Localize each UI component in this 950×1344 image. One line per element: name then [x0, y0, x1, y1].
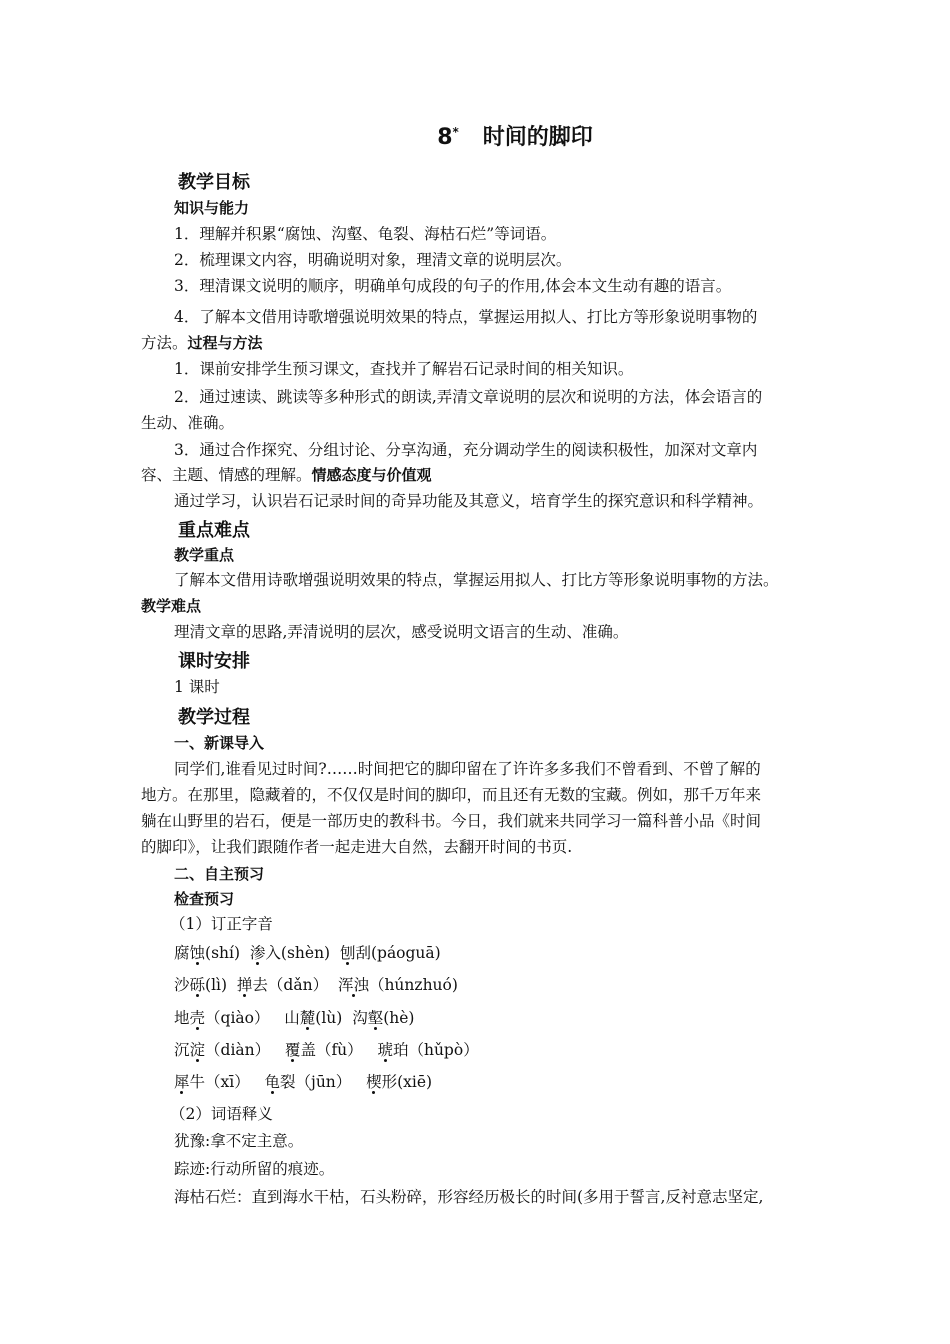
paragraph-p3-line1: 3．通过合作探究、分组讨论、分享沟通，充分调动学生的阅读积极性，加深对文章内 [174, 441, 758, 459]
pinyin: 入(shèn) [265, 944, 331, 962]
subheading-knowledge: 知识与能力 [174, 199, 250, 217]
paragraph-k4-line2 [141, 330, 263, 356]
dotted-char: 琥 [377, 1041, 393, 1059]
pinyin: 形(xiē) [381, 1073, 433, 1091]
paragraph-intro-line2: 地方。在那里，隐藏着的，不仅仅是时间的脚印，而且还有无数的宝藏。例如，那千万年来 [141, 786, 762, 804]
pinyin: 去（dǎn） [252, 976, 329, 994]
vocab-item-3: 海枯石烂：直到海水干枯，石头粉碎，形容经历极长的时间(多用于誓言,反衬意志坚定, [174, 1188, 764, 1206]
dotted-char: 浑浊 [337, 976, 369, 994]
section-heading-goals: 教学目标 [178, 172, 250, 193]
dotted-char: 砾 [189, 976, 206, 994]
dotted-char: 淀 [189, 1041, 206, 1059]
pinyin: (lì) [205, 976, 228, 994]
paragraph-k2: 2．梳理课文内容，明确说明对象，理清文章的说明层次。 [174, 251, 572, 269]
pinyin: （diàn） [205, 1041, 271, 1059]
paragraph-schedule: 1 课时 [174, 678, 220, 696]
paragraph-p3-line2 [141, 462, 432, 488]
optional-lesson-mark: * [452, 124, 459, 139]
pinyin: 刮(páoguā) [355, 944, 441, 962]
dotted-char: 覆 [284, 1041, 301, 1059]
lesson-title-text: 时间的脚印 [482, 125, 593, 150]
word-prefix: 沙 [174, 976, 190, 994]
pinyin: （qiào） [205, 1009, 270, 1027]
pinyin: (shí) [205, 944, 241, 962]
paragraph-intro-line1: 同学们,谁看见过时间?……时间把它的脚印留在了许许多多我们不曾看到、不曾了解的 [174, 760, 761, 778]
word-prefix: 地 [174, 1009, 190, 1027]
paragraph-k4-line1: 4．了解本文借用诗歌增强说明效果的特点，掌握运用拟人、打比方等形象说明事物的 [174, 308, 758, 326]
pronunciation-row-1 [174, 940, 441, 966]
word-prefix: 沉 [174, 1041, 190, 1059]
subheading-pronunciation: （1）订正字音 [170, 915, 273, 933]
pinyin: 珀（hǔpò） [392, 1041, 479, 1059]
paragraph-p1: 1．课前安排学生预习课文，查找并了解岩石记录时间的相关知识。 [174, 360, 634, 378]
dotted-char: 龟 [264, 1073, 281, 1091]
subheading-vocabulary: （2）词语释义 [170, 1105, 273, 1123]
pinyin: 牛（xī） [189, 1073, 250, 1091]
dotted-char: 刨 [339, 944, 356, 962]
paragraph-p2-line2: 生动、准确。 [141, 414, 235, 432]
pronunciation-row-2 [174, 972, 458, 998]
vocab-item-1: 犹豫:拿不定主意。 [174, 1132, 304, 1150]
word-prefix: 山 [284, 1009, 300, 1027]
word-prefix: 沟 [352, 1009, 368, 1027]
pinyin: 盖（fù） [300, 1041, 363, 1059]
subheading-check: 检查预习 [174, 890, 235, 908]
dotted-char: 掸 [236, 976, 253, 994]
paragraph-p2-line1: 2．通过速读、跳读等多种形式的朗读,弄清文章说明的层次和说明的方法，体会语言的 [174, 388, 763, 406]
dotted-char: 渗 [249, 944, 266, 962]
word-prefix: 腐 [174, 944, 190, 962]
pinyin: （húnzhuó) [368, 976, 458, 994]
paragraph-p3-end: 容、主题、情感的理解。 [141, 466, 312, 484]
subheading-difficult-points: 教学难点 [141, 597, 202, 615]
paragraph-key-points: 了解本文借用诗歌增强说明效果的特点，掌握运用拟人、打比方等形象说明事物的方法。 [174, 571, 779, 589]
pinyin: (hè) [383, 1009, 415, 1027]
lesson-number: 8 [437, 125, 453, 150]
dotted-char: 蚀 [189, 944, 206, 962]
section-heading-schedule: 课时安排 [178, 651, 250, 672]
pronunciation-row-5 [174, 1069, 432, 1095]
dotted-char: 麓 [299, 1009, 316, 1027]
section-heading-focus: 重点难点 [178, 520, 250, 541]
subheading-preview: 二、自主预习 [174, 865, 265, 883]
paragraph-k4-end: 方法。 [141, 334, 188, 352]
vocab-item-2: 踪迹:行动所留的痕迹。 [174, 1160, 335, 1178]
subheading-intro: 一、新课导入 [174, 734, 265, 752]
pronunciation-row-3 [174, 1005, 414, 1031]
pronunciation-row-4 [174, 1037, 479, 1063]
subheading-process: 过程与方法 [187, 334, 263, 352]
paragraph-k1: 1．理解并积累“腐蚀、沟壑、龟裂、海枯石烂”等词语。 [174, 225, 557, 243]
subheading-key-points: 教学重点 [174, 546, 235, 564]
paragraph-intro-line4: 的脚印》，让我们跟随作者一起走进大自然，去翻开时间的书页. [141, 838, 573, 856]
paragraph-k3: 3．理清课文说明的顺序，明确单句成段的句子的作用,体会本文生动有趣的语言。 [174, 277, 732, 295]
dotted-char: 壳 [189, 1009, 206, 1027]
dotted-char: 犀 [174, 1073, 190, 1091]
pinyin: (lù) [315, 1009, 343, 1027]
paragraph-intro-line3: 躺在山野里的岩石，便是一部历史的教科书。今日，我们就来共同学习一篇科普小品《时间 [141, 812, 762, 830]
dotted-char: 壑 [367, 1009, 384, 1027]
paragraph-difficult-points: 理清文章的思路,弄清说明的层次，感受说明文语言的生动、准确。 [174, 623, 629, 641]
lesson-title [0, 120, 950, 151]
pinyin: 裂（jūn） [280, 1073, 352, 1091]
section-heading-process: 教学过程 [178, 707, 250, 728]
subheading-attitude: 情感态度与价值观 [311, 466, 432, 484]
paragraph-a1: 通过学习，认识岩石记录时间的奇异功能及其意义，培育学生的探究意识和科学精神。 [174, 492, 764, 510]
dotted-char: 楔 [366, 1073, 382, 1091]
